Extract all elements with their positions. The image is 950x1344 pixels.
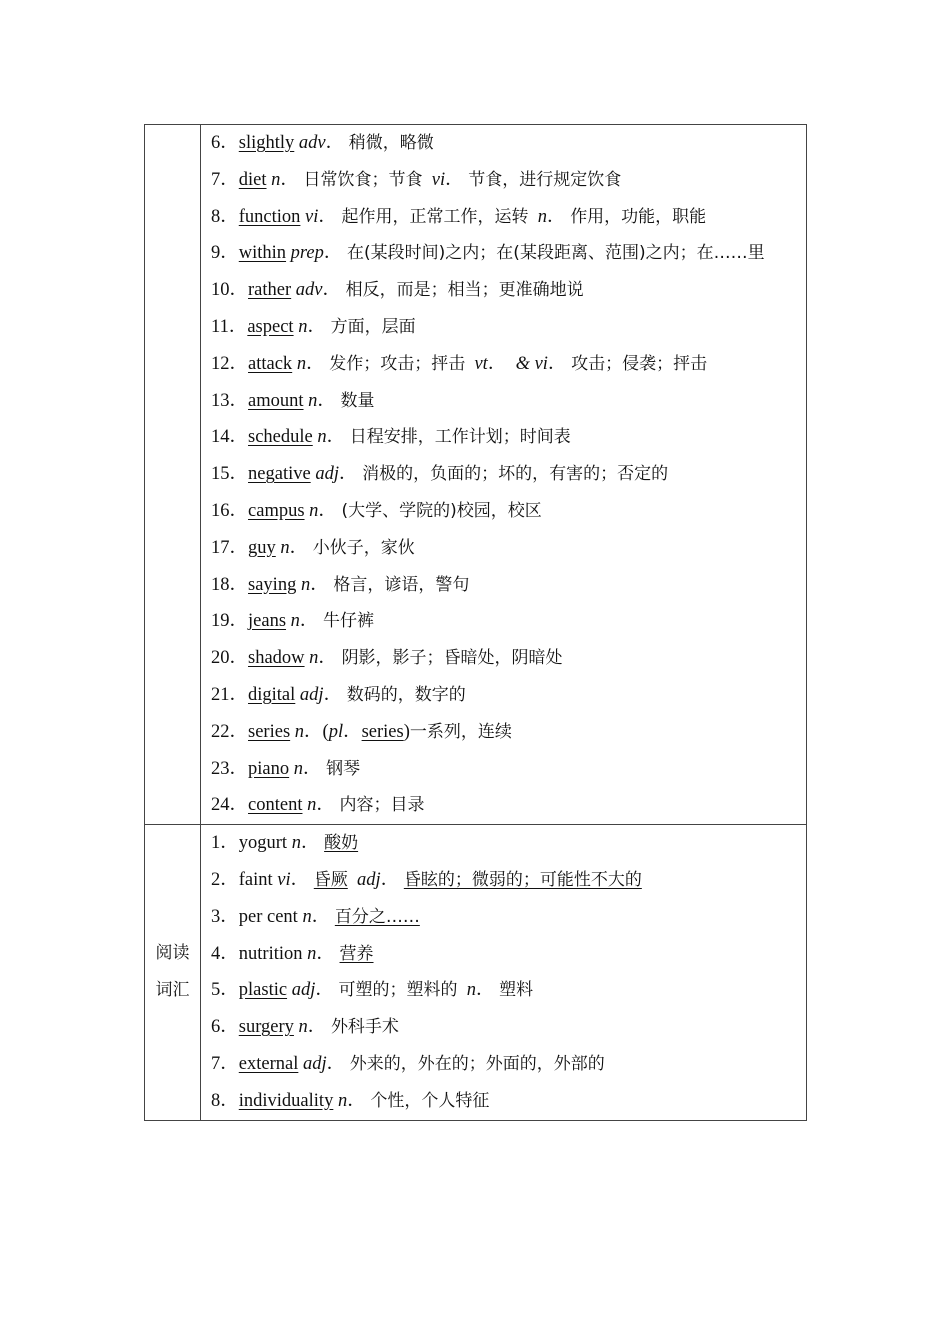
entry-word: digital [248,684,296,705]
entry-word: surgery [238,1017,294,1038]
category-label: 词汇 [155,980,190,1001]
vocabulary-table [144,124,807,1121]
part-of-speech: n [291,833,301,854]
part-of-speech: n [271,169,281,190]
entry-number: 6 [211,1017,221,1038]
part-of-speech: adv [298,133,326,153]
vocab-entry: 20．shadow n． 阴影，影子；昏暗处，阴暗处 [211,648,563,669]
vocab-entry: 11．aspect n． 方面，层面 [211,316,416,337]
entry-number: 17 [211,537,230,558]
vocab-entry: 16．campus n． (大学、学院的)校园，校区 [211,500,542,521]
part-of-speech: vt [474,353,488,374]
part-of-speech: n [294,721,305,742]
category-cell [145,825,201,1120]
vocab-entry: 19．jeans n． 牛仔裤 [211,611,375,632]
entry-word: piano [248,758,290,779]
vocab-entry: 13．amount n． 数量 [211,390,375,411]
vocab-entry: 8．individuality n． 个性，个人特征 [211,1090,490,1111]
vocab-entry: 7．diet n． 日常饮食；节食 vi． 节食，进行规定饮食 [211,169,622,190]
entry-number: 24 [211,795,230,816]
entry-number: 18 [211,574,230,595]
entry-word: function [238,206,301,227]
definition: 可塑的；塑料的 [338,980,458,1001]
entry-number: 7 [211,169,221,190]
part-of-speech: n [308,390,318,411]
definition: 阴影，影子；昏暗处，阴暗处 [341,648,563,669]
entry-word: faint [238,869,273,890]
vocab-entry: 8．function vi． 起作用，正常工作，运转 n． 作用，功能，职能 [211,206,707,227]
definition: 日常饮食；节食 [303,169,423,190]
entry-word: schedule [248,427,313,448]
entry-word: external [238,1053,299,1074]
vocab-entry: 17．guy n． 小伙子，家伙 [211,537,415,558]
part-of-speech: adj [299,684,324,705]
definition: 攻击；侵袭；抨击 [571,353,708,374]
entry-number: 2 [211,869,221,890]
part-of-speech: adj [302,1053,327,1074]
definition: 外科手术 [330,1017,399,1038]
entry-word: plastic [238,980,288,1001]
entry-word: aspect [247,316,294,337]
entry-number: 23 [211,758,230,779]
definition: 外来的，外在的；外面的，外部的 [349,1053,605,1074]
vocab-entry: 2．faint vi． 昏厥 adj． 昏眩的；微弱的；可能性不大的 [211,869,642,890]
definition: 作用，功能，职能 [570,206,707,227]
definition: 牛仔裤 [323,611,375,632]
section-row [145,125,807,825]
vocab-entry: 24．content n． 内容；目录 [211,795,425,816]
entry-number: 5 [211,980,221,1001]
entry-word: diet [238,169,267,190]
entry-number: 6 [211,133,221,153]
part-of-speech: n [302,906,312,927]
plural-label: pl [328,721,344,742]
vocab-entry: 10．rather adv． 相反，而是；相当；更准确地说 [211,280,584,301]
definition: 个性，个人特征 [370,1090,490,1111]
definition: 数量 [340,390,375,411]
definition: 方面，层面 [330,316,416,337]
part-of-speech: n [298,316,308,337]
entry-word: guy [248,537,276,558]
answer-definition: 昏眩的；微弱的；可能性不大的 [403,869,642,890]
definition: 发作；攻击；抨击 [329,353,466,374]
category-label: 阅读 [155,943,190,964]
entry-word: content [248,795,303,816]
vocab-entry: 21．digital adj． 数码的，数字的 [211,684,466,705]
vocab-entry: 5．plastic adj． 可塑的；塑料的 n． 塑料 [211,980,534,1001]
plural-word: series [361,721,404,742]
part-of-speech: vi [305,206,319,227]
vocab-entry: 6．surgery n． 外科手术 [211,1017,399,1038]
definition: 格言，谚语，警句 [333,574,470,595]
entry-word: nutrition [238,943,303,964]
definition: (大学、学院的)校园，校区 [341,500,542,521]
vocab-entry: 4．nutrition n． 营养 [211,943,374,964]
vocab-entry: 9．within prep． 在(某段时间)之内；在(某段距离、范围)之内；在……里 [211,243,765,264]
entry-word: per cent [238,906,298,927]
part-of-speech: n [298,1017,308,1038]
entry-word: attack [248,353,293,374]
vocab-entry: 6．slightly adv． 稍微，略微 [211,133,434,153]
entry-number: 21 [211,684,230,705]
part-of-speech: & vi [515,353,548,374]
entry-number: 10 [211,280,230,301]
part-of-speech: n [296,353,307,374]
vocab-entry: 12．attack n． 发作；攻击；抨击 vt． & vi． 攻击；侵袭；抨击 [211,353,708,374]
definition: 在(某段时间)之内；在(某段距离、范围)之内；在……里 [347,243,765,264]
part-of-speech: n [337,1090,348,1111]
vocab-entry: 22．series n．(pl．series)一系列，连续 [211,721,512,742]
entry-number: 22 [211,721,230,742]
entry-word: individuality [238,1090,334,1111]
part-of-speech: n [317,427,327,448]
part-of-speech: adj [357,869,381,890]
definition: 节食，进行规定饮食 [468,169,622,190]
part-of-speech: adj [291,980,316,1001]
definition: 小伙子，家伙 [312,537,415,558]
entry-number: 4 [211,943,221,964]
entry-number: 1 [211,833,221,854]
entries-cell [201,825,807,1120]
answer-definition: 酸奶 [324,833,359,854]
vocab-entry: 15．negative adj． 消极的，负面的；坏的，有害的；否定的 [211,464,669,485]
entry-word: within [238,243,287,264]
part-of-speech: n [309,500,319,521]
entry-word: shadow [248,648,305,669]
definition: 日程安排，工作计划；时间表 [349,427,571,448]
entry-word: rather [248,280,292,301]
vocab-entry: 23．piano n． 钢琴 [211,758,361,779]
vocab-entry: 1．yogurt n． 酸奶 [211,833,359,854]
part-of-speech: adj [315,464,339,485]
part-of-speech: vi [277,869,291,890]
entry-number: 19 [211,611,230,632]
entry-number: 13 [211,390,230,411]
part-of-speech: n [293,758,303,779]
part-of-speech: n [290,611,300,632]
part-of-speech: n [466,980,476,1001]
vocab-entry: 14．schedule n． 日程安排，工作计划；时间表 [211,427,571,448]
entry-word: amount [248,390,304,411]
entry-word: slightly [238,133,295,153]
vocab-entry: 3．per cent n． 百分之…… [211,906,420,927]
definition: 塑料 [499,980,534,1001]
entry-number: 14 [211,427,230,448]
definition: 起作用，正常工作，运转 [341,206,529,227]
definition: 钢琴 [326,758,361,779]
entry-word: jeans [248,611,287,632]
entry-number: 8 [211,206,221,227]
part-of-speech: n [280,537,290,558]
entry-number: 3 [211,906,221,927]
part-of-speech: n [300,574,311,595]
entry-word: campus [248,500,305,521]
entries-cell [201,125,807,825]
category-cell [145,125,201,825]
entry-word: yogurt [238,833,288,854]
vocab-entry: 7．external adj． 外来的，外在的；外面的，外部的 [211,1053,605,1074]
definition: 一系列，连续 [409,721,512,742]
answer-definition: 昏厥 [313,869,348,890]
definition: 相反，而是；相当；更准确地说 [345,280,584,301]
entry-word: saying [248,574,297,595]
part-of-speech: n [307,943,317,964]
definition: 消极的，负面的；坏的，有害的；否定的 [362,464,669,485]
entry-number: 8 [211,1090,221,1111]
part-of-speech: vi [431,169,446,190]
vocab-entry: 18．saying n． 格言，谚语，警句 [211,574,470,595]
entry-number: 12 [211,353,230,374]
vocabulary-table-body [145,125,807,1121]
entry-number: 16 [211,500,230,521]
definition: 稍微，略微 [348,133,434,153]
definition: 内容；目录 [339,795,425,816]
entry-number: 11 [211,316,229,337]
entry-number: 20 [211,648,230,669]
entry-word: series [248,721,291,742]
answer-definition: 营养 [339,943,374,964]
entry-number: 7 [211,1053,221,1074]
entry-word: negative [248,464,311,485]
part-of-speech: prep [290,243,324,264]
answer-definition: 百分之…… [334,906,420,927]
section-row [145,825,807,1120]
part-of-speech: n [309,648,319,669]
part-of-speech: n [537,206,548,227]
entry-number: 15 [211,464,230,485]
part-of-speech: adv [295,280,323,301]
entry-number: 9 [211,243,221,264]
definition: 数码的，数字的 [346,684,466,705]
part-of-speech: n [307,795,317,816]
